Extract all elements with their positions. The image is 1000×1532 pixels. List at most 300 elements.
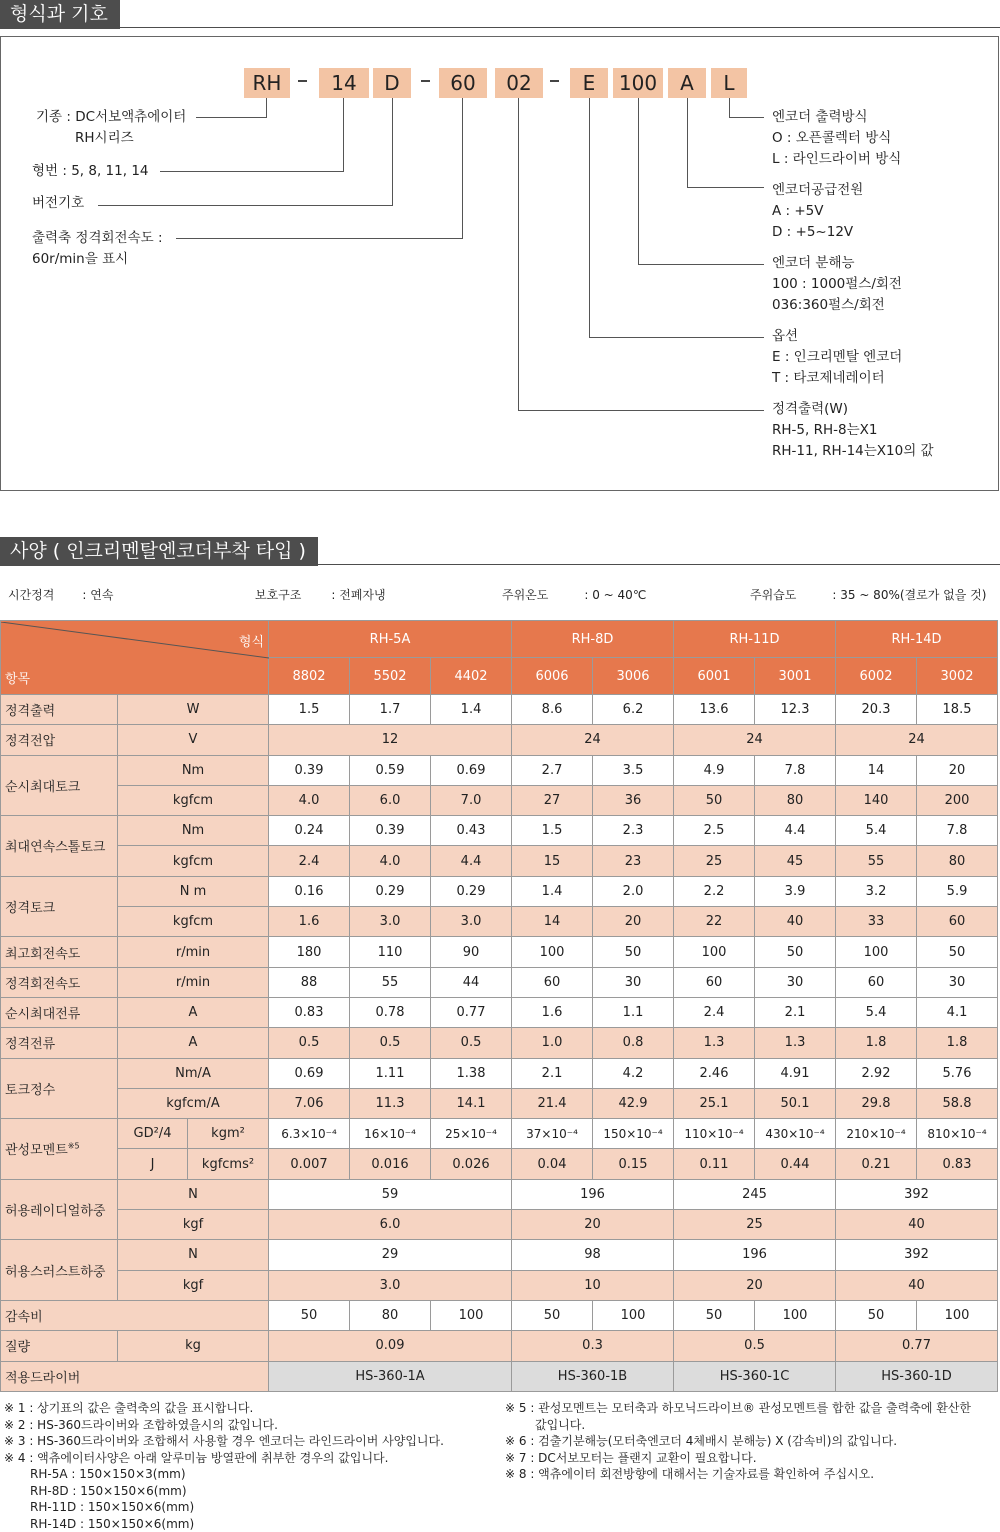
cell: 0.5 [674,1331,836,1361]
row-label: 허용스러스트하중 [1,1240,118,1301]
cell: 1.11 [350,1058,431,1088]
label-encoder-power: 엔코더공급전원 A : +5V D : +5~12V [772,180,863,243]
leader-line [589,98,590,337]
corner-label-model: 형식 [239,631,264,650]
cell: 0.8 [593,1028,674,1058]
label-option: 옵션 E : 인크리멘탈 엔코더 T : 타코제네레이터 [772,326,902,389]
cell: 1.3 [674,1028,755,1058]
cell: 0.09 [269,1331,512,1361]
cell: 0.5 [431,1028,512,1058]
cell: 100 [836,937,917,967]
cell: 50 [269,1300,350,1330]
cell: 80 [350,1300,431,1330]
row-unit: kgfcm/A [118,1088,269,1118]
cell: 33 [836,907,917,937]
row-unit: W [118,695,269,725]
cell: 30 [917,967,998,997]
cell: 16×10⁻⁴ [350,1119,431,1149]
cell: 2.2 [674,876,755,906]
cell: 2.1 [755,997,836,1027]
code-dash [550,80,559,82]
note-line: RH-8D : 150×150×6(mm) [4,1483,444,1500]
cell: 110 [350,937,431,967]
cell: 7.06 [269,1088,350,1118]
cell: 42.9 [593,1088,674,1118]
cell: 36 [593,785,674,815]
cell: 5.4 [836,997,917,1027]
cell: 2.92 [836,1058,917,1088]
cell: 24 [836,725,998,755]
note-line: ※ 8 : 액츄에이터 회전방향에 대해서는 기술자료를 확인하여 주십시오. [505,1466,971,1483]
row-subunit: J [118,1149,188,1179]
cell: HS-360-1A [269,1361,512,1391]
row-unit: A [118,1028,269,1058]
cell: 1.7 [350,695,431,725]
cell: 140 [836,785,917,815]
label-model-type: 기종 : DC서보액츄에이터 RH시리즈 [36,107,186,149]
leader-line [462,98,463,238]
code-speed: 60 [439,68,487,98]
cell: 14 [836,755,917,785]
cell: 110×10⁻⁴ [674,1119,755,1149]
row-label: 순시최대토크 [1,755,118,816]
row-unit: r/min [118,937,269,967]
cell: 23 [593,846,674,876]
row-subunit: GD²/4 [118,1119,188,1149]
cell: 3.0 [269,1270,512,1300]
label-encoder-resolution: 엔코더 분해능 100 : 1000펄스/회전 036:360펄스/회전 [772,253,902,316]
cell: 0.29 [431,876,512,906]
code-version: D [373,68,411,98]
model-header: 8802 [269,658,350,695]
cell: 50 [836,1300,917,1330]
table-row [1,785,998,815]
leader-line [518,410,764,411]
cell: 98 [512,1240,674,1270]
cell: 60 [917,907,998,937]
cell: 3.2 [836,876,917,906]
cell: HS-360-1B [512,1361,674,1391]
row-unit: kgf [118,1270,269,1300]
cell: 12 [269,725,512,755]
cell: 1.1 [593,997,674,1027]
cell: 5.76 [917,1058,998,1088]
cell: 15 [512,846,593,876]
cell: 20 [917,755,998,785]
cell: 3.5 [593,755,674,785]
row-label: 관성모멘트$^{※5}$ [1,1119,118,1180]
cell: 25 [674,1210,836,1240]
cell: 6.0 [269,1210,512,1240]
cell: 0.026 [431,1149,512,1179]
cell: 100 [917,1300,998,1330]
corner-label-item: 항목 [5,668,30,687]
cell: 8.6 [512,695,593,725]
cell: 1.38 [431,1058,512,1088]
cell: 25×10⁻⁴ [431,1119,512,1149]
cell: 30 [593,967,674,997]
cell: 4.0 [350,846,431,876]
code-power: A [668,68,706,98]
cell: 24 [674,725,836,755]
group-header: RH-11D [674,621,836,658]
cell: 0.39 [269,755,350,785]
code-output-type: L [711,68,747,98]
cell: 1.0 [512,1028,593,1058]
table-row [1,1361,998,1391]
row-label: 허용레이디얼하중 [1,1179,118,1240]
row-label: 감속비 [1,1300,269,1330]
table-row [1,1058,998,1088]
cell: 810×10⁻⁴ [917,1119,998,1149]
cell: 18.5 [917,695,998,725]
row-label: 적용드라이버 [1,1361,269,1391]
cell: 1.4 [431,695,512,725]
cell: 2.4 [674,997,755,1027]
cell: 2.3 [593,816,674,846]
table-row [1,1119,998,1149]
cell: 1.4 [512,876,593,906]
cell: 30 [755,967,836,997]
cell: 392 [836,1240,998,1270]
table-row [1,1149,998,1179]
cell: 27 [512,785,593,815]
cell: 88 [269,967,350,997]
code-option: E [570,68,608,98]
cell: 58.8 [917,1088,998,1118]
cell: 0.69 [431,755,512,785]
note-line: ※ 2 : HS-360드라이버와 조합하였을시의 값입니다. [4,1417,444,1434]
cell: 0.77 [836,1331,998,1361]
row-label: 최대연속스톨토크 [1,816,118,877]
cell: 55 [350,967,431,997]
leader-line [98,205,393,206]
label-rated-output: 정격출력(W) RH-5, RH-8는X1 RH-11, RH-14는X10의 값 [772,399,934,462]
code-series: RH [244,68,290,98]
table-row [1,1331,998,1361]
leader-line [392,98,393,205]
cell: 60 [836,967,917,997]
table-row [1,997,998,1027]
cell: 1.6 [512,997,593,1027]
row-unit: kgfcm [118,846,269,876]
cell: 0.04 [512,1149,593,1179]
condition-protection: 보호구조 : 전폐자냉 [255,586,386,603]
cell: 1.5 [269,695,350,725]
cell: 3.9 [755,876,836,906]
leader-line [729,98,730,117]
cell: 6.0 [350,785,431,815]
cell: 0.16 [269,876,350,906]
notes-left [4,1400,444,1532]
cell: 40 [836,1270,998,1300]
cell: 0.83 [269,997,350,1027]
cell: 0.83 [917,1149,998,1179]
row-unit: kg [118,1331,269,1361]
cell: 55 [836,846,917,876]
cell: 0.29 [350,876,431,906]
row-label: 최고회전속도 [1,937,118,967]
label-version: 버전기호 [32,193,84,214]
cell: 37×10⁻⁴ [512,1119,593,1149]
cell: 0.15 [593,1149,674,1179]
model-header: 6001 [674,658,755,695]
cell: 180 [269,937,350,967]
note-line: ※ 7 : DC서보모터는 플랜지 교환이 필요합니다. [505,1450,971,1467]
cell: 2.0 [593,876,674,906]
group-header: RH-8D [512,621,674,658]
cell: 2.5 [674,816,755,846]
note-line: 값입니다. [505,1417,971,1434]
model-header: 6006 [512,658,593,695]
note-line: ※ 1 : 상기표의 값은 출력축의 값을 표시합니다. [4,1400,444,1417]
cell: 7.8 [755,755,836,785]
cell: 50 [917,937,998,967]
cell: 100 [512,937,593,967]
leader-line [638,264,764,265]
condition-ambient-temp: 주위온도 : 0 ~ 40℃ [502,586,646,603]
leader-line [687,98,688,187]
table-row [1,725,998,755]
label-speed: 출력축 정격회전속도 : 60r/min을 표시 [32,228,163,270]
cell: 80 [755,785,836,815]
cell: 6.3×10⁻⁴ [269,1119,350,1149]
cell: 0.11 [674,1149,755,1179]
code-output: 02 [495,68,543,98]
model-header: 5502 [350,658,431,695]
leader-line [687,187,764,188]
leader-line [266,98,267,117]
cell: 2.7 [512,755,593,785]
section-divider [0,27,1000,28]
cell: 4.9 [674,755,755,785]
cell: 4.1 [917,997,998,1027]
leader-line [196,117,267,118]
cell: 90 [431,937,512,967]
row-unit: A [118,997,269,1027]
model-header: 3002 [917,658,998,695]
row-unit: Nm [118,755,269,785]
row-label: 정격회전속도 [1,967,118,997]
cell: 4.4 [431,846,512,876]
row-unit: N [118,1179,269,1209]
cell: 60 [674,967,755,997]
model-header: 4402 [431,658,512,695]
cell: 150×10⁻⁴ [593,1119,674,1149]
cell: 392 [836,1179,998,1209]
condition-time-rating: 시간정격 : 연속 [8,586,113,603]
cell: 29 [269,1240,512,1270]
cell: 20 [674,1270,836,1300]
row-unit: kgfcm [118,785,269,815]
notes-right [505,1400,971,1483]
leader-line [160,171,344,172]
cell: 50 [512,1300,593,1330]
row-unit: N m [118,876,269,906]
table-row [1,937,998,967]
row-unit: Nm [118,816,269,846]
cell: 59 [269,1179,512,1209]
cell: 200 [917,785,998,815]
table-row [1,695,998,725]
cell: 7.0 [431,785,512,815]
cell: 210×10⁻⁴ [836,1119,917,1149]
cell: 0.5 [269,1028,350,1058]
label-size: 형번 : 5, 8, 11, 14 [32,161,149,182]
cell: 3.0 [350,907,431,937]
table-row [1,967,998,997]
cell: 40 [755,907,836,937]
table-row [1,1179,998,1209]
cell: 1.8 [836,1028,917,1058]
cell: 50.1 [755,1088,836,1118]
cell: 22 [674,907,755,937]
cell: 0.016 [350,1149,431,1179]
cell: HS-360-1D [836,1361,998,1391]
cell: 0.21 [836,1149,917,1179]
cell: 3.0 [431,907,512,937]
cell: 20 [512,1210,674,1240]
cell: 4.2 [593,1058,674,1088]
leader-line [638,98,639,264]
row-unit: kgf [118,1210,269,1240]
cell: 0.44 [755,1149,836,1179]
group-header: RH-5A [269,621,512,658]
table-row [1,846,998,876]
note-line: ※ 3 : HS-360드라이버와 조합해서 사용할 경우 엔코더는 라인드라이버 사양입니다. [4,1433,444,1450]
section-title-specifications: 사양 ( 인크리멘탈엔코더부착 타입 ) [0,537,318,566]
cell: 2.4 [269,846,350,876]
diagonal-line [1,622,269,694]
cell: 7.8 [917,816,998,846]
cell: 13.6 [674,695,755,725]
cell: 45 [755,846,836,876]
cell: 0.3 [512,1331,674,1361]
cell: 100 [593,1300,674,1330]
table-row [1,816,998,846]
table-row [1,907,998,937]
cell: 0.39 [350,816,431,846]
table-row [1,1028,998,1058]
model-header: 3006 [593,658,674,695]
code-dash [421,80,430,82]
cell: 29.8 [836,1088,917,1118]
cell: 196 [512,1179,674,1209]
cell: 21.4 [512,1088,593,1118]
table-row [1,1240,998,1270]
table-row [1,1088,998,1118]
model-header: 3001 [755,658,836,695]
cell: 100 [674,937,755,967]
cell: 40 [836,1210,998,1240]
code-size: 14 [319,68,369,98]
cell: 2.1 [512,1058,593,1088]
row-unit: N [118,1240,269,1270]
cell: 20.3 [836,695,917,725]
label-encoder-output: 엔코더 출력방식 O : 오픈콜렉터 방식 L : 라인드라이버 방식 [772,107,901,170]
cell: 0.5 [350,1028,431,1058]
cell: 196 [674,1240,836,1270]
cell: 14.1 [431,1088,512,1118]
note-line: RH-14D : 150×150×6(mm) [4,1516,444,1532]
cell: 0.24 [269,816,350,846]
row-label: 토크정수 [1,1058,118,1119]
note-line: RH-5A : 150×150×3(mm) [4,1466,444,1483]
cell: 1.3 [755,1028,836,1058]
row-unit: kgm² [188,1119,269,1149]
cell: 4.4 [755,816,836,846]
cell: 4.91 [755,1058,836,1088]
cell: 20 [593,907,674,937]
note-line: ※ 4 : 액츄에이터사양은 아래 알루미늄 방열판에 취부한 경우의 값입니다. [4,1450,444,1467]
cell: 60 [512,967,593,997]
table-row [1,755,998,785]
leader-line [176,238,463,239]
cell: 4.0 [269,785,350,815]
row-label: 정격전압 [1,725,118,755]
cell: 0.59 [350,755,431,785]
cell: 1.8 [917,1028,998,1058]
cell: 0.007 [269,1149,350,1179]
section-divider [0,564,1000,565]
leader-line [589,337,764,338]
row-unit: V [118,725,269,755]
cell: 14 [512,907,593,937]
cell: 50 [674,1300,755,1330]
row-unit: Nm/A [118,1058,269,1088]
cell: 245 [674,1179,836,1209]
table-corner [1,621,269,695]
cell: 430×10⁻⁴ [755,1119,836,1149]
cell: 0.78 [350,997,431,1027]
cell: 1.6 [269,907,350,937]
row-unit: kgfcms² [188,1149,269,1179]
row-label: 순시최대전류 [1,997,118,1027]
table-row [1,1210,998,1240]
cell: 11.3 [350,1088,431,1118]
model-header: 6002 [836,658,917,695]
leader-line [729,117,764,118]
cell: 44 [431,967,512,997]
row-label: 정격전류 [1,1028,118,1058]
row-label: 질량 [1,1331,118,1361]
cell: 100 [755,1300,836,1330]
row-label: 정격토크 [1,876,118,937]
spec-table [0,620,998,1392]
leader-line [343,98,344,171]
cell: 0.69 [269,1058,350,1088]
table-row [1,876,998,906]
cell: 50 [674,785,755,815]
note-line: ※ 6 : 검출기분해능(모터축엔코더 4체배시 분해능) X (감속비)의 값입니다. [505,1433,971,1450]
table-row [1,1270,998,1300]
cell: 12.3 [755,695,836,725]
code-resolution: 100 [613,68,663,98]
cell: 1.5 [512,816,593,846]
cell: 10 [512,1270,674,1300]
cell: 25.1 [674,1088,755,1118]
row-unit: r/min [118,967,269,997]
code-dash [298,80,307,82]
cell: 0.43 [431,816,512,846]
cell: 50 [755,937,836,967]
section-title-model-code: 형식과 기호 [0,0,120,29]
cell: 2.46 [674,1058,755,1088]
cell: 5.9 [917,876,998,906]
row-label: 정격출력 [1,695,118,725]
cell: 25 [674,846,755,876]
cell: 24 [512,725,674,755]
